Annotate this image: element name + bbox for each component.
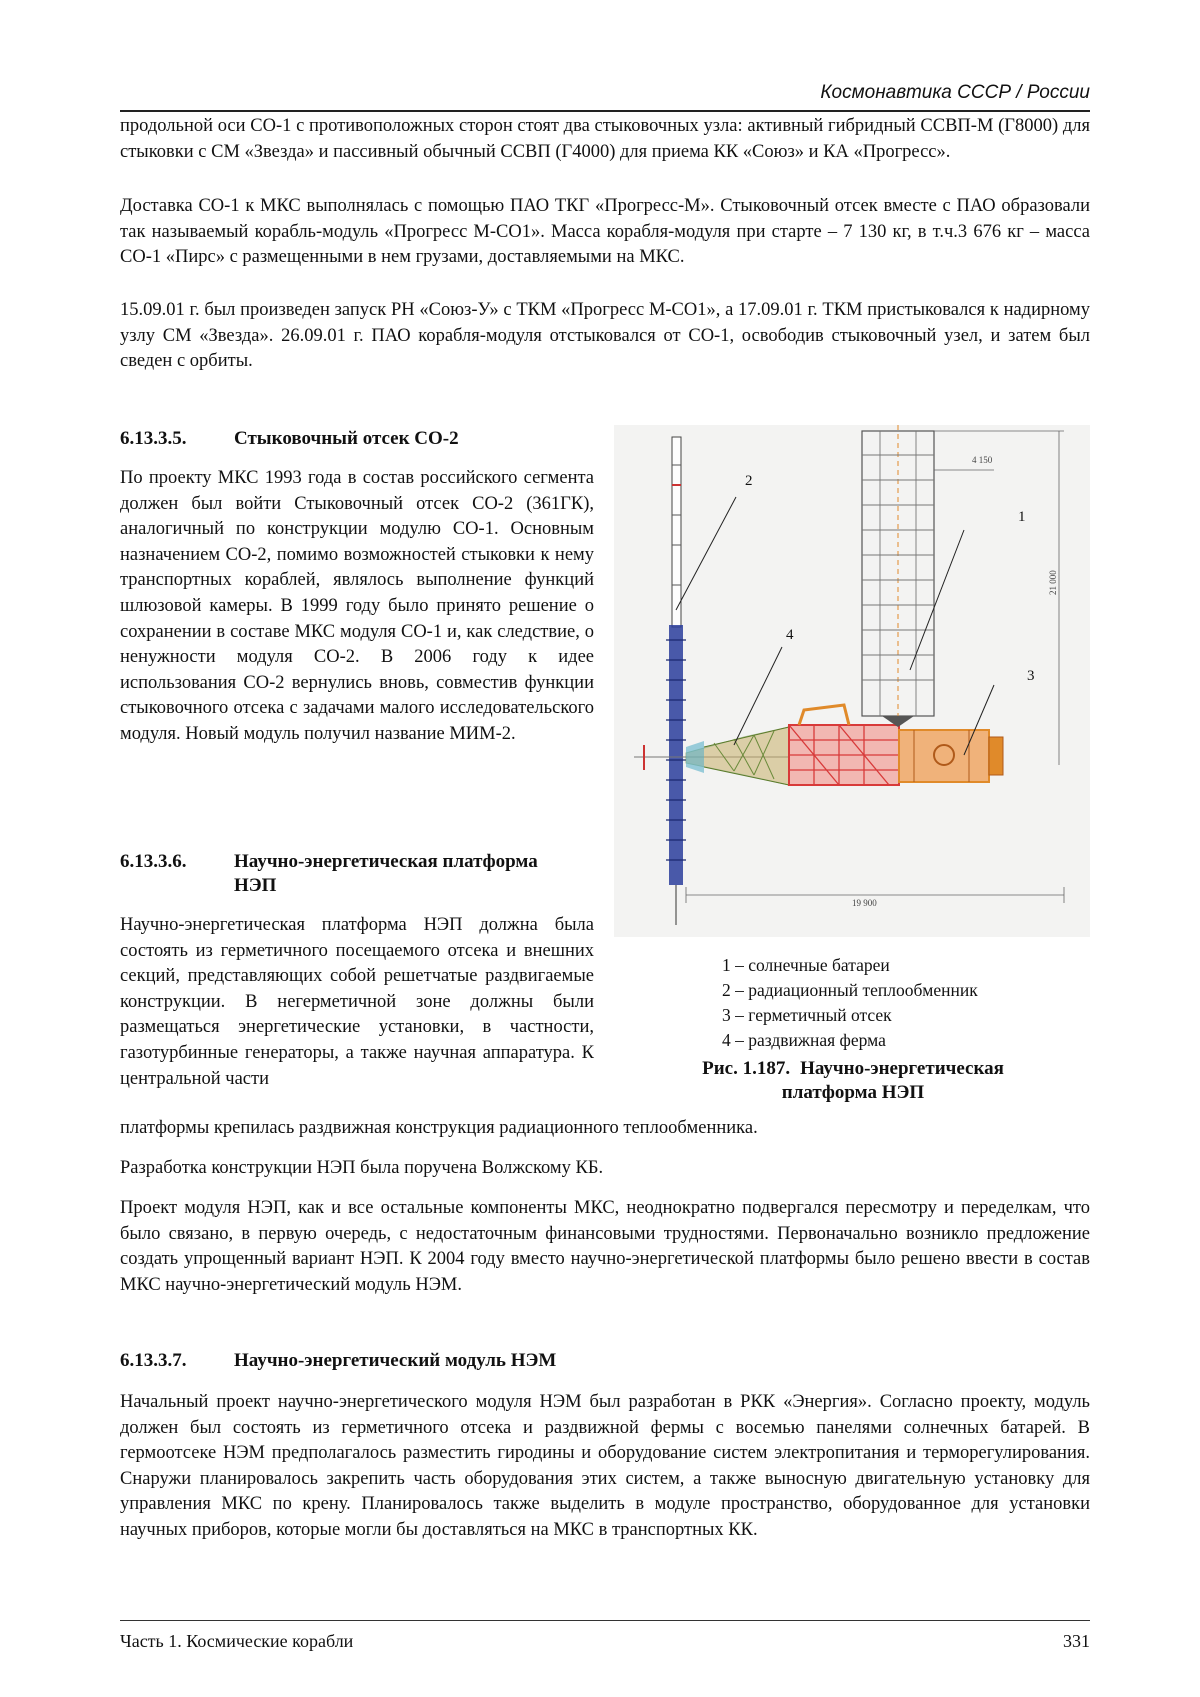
central-module [789,705,899,785]
radiator-mast [666,437,686,925]
section-heading-6-13-3-5 [120,428,459,450]
footer-part-title: Часть 1. Космические корабли [120,1631,354,1651]
legend-item: 3 – герметичный отсек [722,1005,892,1025]
section-title: Научно-энергетическая платформа [234,851,538,872]
paragraph-6: Разработка конструкции НЭП была поручена Волжскому КБ. [120,1158,604,1178]
paragraph-5: Научно-энергетическая платформа НЭП должна была состоять из герметичного посещаемого отсека и внешних секций, представляющих собой решетчатые раздвигаемые конструкции. В негерметичной зоне должны были размещаться энергетические установки, в частности, газотурбинные генераторы, а также научная аппаратура. К центральной части [120,915,594,1089]
paragraph-3: 15.09.01 г. был произведен запуск РН «Союз-У» с ТКМ «Прогресс М-СО1», а 17.09.01 г. ТКМ пристыковался к надирному узлу СМ «Звезда». 26.09.01 г. ПАО корабля-модуля отстыковался от СО-1, освободив стыковочный узел, и затем был сведен с орбиты. [120,300,1090,372]
running-header [120,80,1090,112]
callout-label-2: 2 [745,473,753,489]
callout-label-3: 3 [1027,668,1035,684]
callout-leaders [676,497,994,755]
nep-drawing-svg [614,425,1090,937]
extendable-truss [686,727,789,785]
legend-item: 4 – раздвижная ферма [722,1030,886,1050]
figure-caption [600,1057,1106,1105]
paragraph-5-continued: платформы крепилась раздвижная конструкция радиационного теплообменника. [120,1118,758,1138]
paragraph-1: продольной оси СО-1 с противоположных сторон стоят два стыковочных узла: активный гибридный ССВП-М (Г8000) для стыковки с СМ «Звезда» и пассивный обычный ССВП (Г4000) для приема КК «Союз» и КА «Прогресс». [120,116,1090,162]
callout-label-4: 4 [786,627,794,643]
figure-caption-line1: Научно-энергетическая [800,1058,1004,1079]
section-number: 6.13.3.5. [120,428,187,449]
paragraph-7: Проект модуля НЭП, как и все остальные компоненты МКС, неоднократно подвергался пересмотру и переделкам, что было связано, в первую очередь, с недостаточным финансовыми трудностями. Первоначально возникло предложение создать упрощенный вариант НЭП. К 2004 году вместо научно-энергетической платформы было решено ввести в состав МКС научно-энергетический модуль НЭМ. [120,1198,1090,1295]
section-title-line2: НЭП [234,875,277,896]
paragraph-2: Доставка СО-1 к МКС выполнялась с помощью ПАО ТКГ «Прогресс-М». Стыковочный отсек вместе с ПАО образовали так называемый корабль-модуль «Прогресс М-СО1». Масса корабля-модуля при старте – 7 130 кг, в т.ч.3 676 кг – масса СО-1 «Пирс» с размещенными в нем грузами, доставляемыми на МКС. [120,196,1090,268]
running-header-title: Космонавтика СССР / России [820,82,1090,103]
paragraph-4: По проекту МКС 1993 года в состав российского сегмента должен был войти Стыковочный отсек СО-2 (361ГК), аналогичный по конструкции модулю СО-1. Основным назначением СО-2, помимо возможностей стыковки к нему транспортных кораблей, являлось выполнение функций шлюзовой камеры. В 1999 году было принято решение о сохранении в составе МКС модуля СО-1 и, как следствие, о ненужности модуля СО-2. В 2006 году к идее использования СО-2 вернулись вновь, совместив функции стыковочного отсека с задачами малого исследовательского модуля. Новый модуль получил название МИМ-2. [120,468,594,744]
section-number: 6.13.3.6. [120,851,187,872]
figure-caption-line2: платформа НЭП [781,1082,925,1103]
dimension-label-bottom: 19 900 [852,898,877,908]
figure-legend [722,953,978,1053]
paragraph-8: Начальный проект научно-энергетического модуля НЭМ был разработан в РКК «Энергия». Согласно проекту, модуль должен был состоять из герметичного отсека и раздвижной фермы с восемью панелями солнечных батарей. В гермоотсеке НЭМ предполагалось разместить гиродины и оборудование систем электропитания и терморегулирования. Снаружи планировалось закрепить часть оборудования этих систем, а также выносную двигательную установку для управления МКС по крену. Планировалось также выделить в модуле пространство, оборудованное для установки научных приборов, которые могли бы доставляться на МКС в транспортных КК. [120,1392,1090,1540]
page-footer [120,1620,1090,1652]
section-heading-6-13-3-6 [120,850,600,898]
nep-platform-drawing [614,425,1090,937]
section-number: 6.13.3.7. [120,1350,187,1371]
callout-label-1: 1 [1018,509,1026,525]
legend-item: 2 – радиационный теплообменник [722,980,978,1000]
solar-array [862,425,934,727]
page-number: 331 [1063,1631,1090,1651]
legend-item: 1 – солнечные батареи [722,955,890,975]
dimension-label-side: 21 000 [1048,570,1058,595]
dimension-label-top: 4 150 [972,455,993,465]
section-heading-6-13-3-7 [120,1350,556,1372]
figure-number: Рис. 1.187. [702,1058,791,1079]
section-title: Стыковочный отсек СО-2 [234,428,459,449]
dimension-lines [686,431,1064,903]
pressurized-compartment [899,730,1003,782]
section-title: Научно-энергетический модуль НЭМ [234,1350,557,1371]
